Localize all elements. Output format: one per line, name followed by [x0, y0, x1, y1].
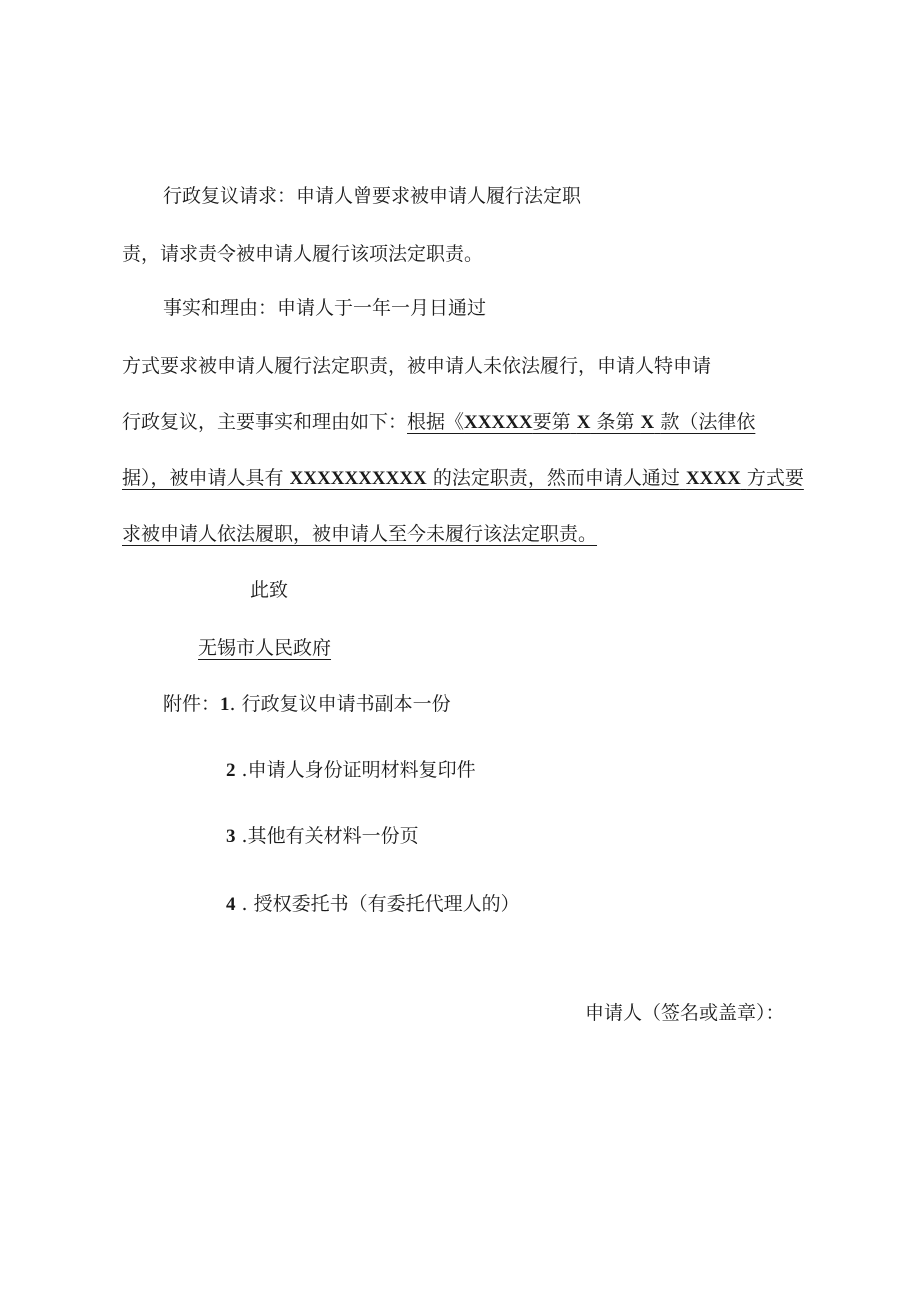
attachment-item-3 [226, 827, 419, 846]
attachment-number-3: 3 [226, 826, 236, 847]
legal-basis-text: 根据《XXXXX要第 X 条第 X 款（法律依 [407, 411, 756, 433]
attachment-item-4 [226, 895, 520, 914]
salutation: 此致 [250, 579, 289, 601]
attachment-number-4: 4 [226, 894, 236, 915]
attachment-item-2 [226, 761, 476, 780]
attachment-text-3: .其他有关材料一份页 [235, 825, 419, 847]
attachment-number-1: 1 [220, 694, 230, 715]
request-line-2: 责，请求责令被申请人履行该项法定职责。 [122, 243, 484, 265]
attachment-number-2: 2 [226, 760, 236, 781]
attachment-text-1: . 行政复议申请书副本一份 [229, 693, 451, 715]
recipient: 无锡市人民政府 [198, 637, 332, 659]
request-line-1: 行政复议请求：申请人曾要求被申请人履行法定职 [163, 185, 582, 207]
facts-line-3 [122, 413, 755, 432]
facts-line-4: 据），被申请人具有 XXXXXXXXXX 的法定职责，然而申请人通过 XXXX 方式要 [122, 467, 804, 489]
attachment-item-1 [163, 695, 451, 714]
signature-label: 申请人（签名或盖章）： [585, 1002, 785, 1024]
facts-line-1: 事实和理由：申请人于一年一月日通过 [163, 297, 487, 319]
attachment-text-4: . 授权委托书（有委托代理人的） [235, 893, 520, 915]
attachments-label: 附件： [163, 693, 221, 715]
attachment-text-2: .申请人身份证明材料复印件 [235, 759, 476, 781]
facts-line-2: 方式要求被申请人履行法定职责，被申请人未依法履行，申请人特申请 [122, 355, 712, 377]
facts-line-5: 求被申请人依法履职，被申请人至今未履行该法定职责。 [122, 523, 598, 545]
facts-line-3-plain: 行政复议，主要事实和理由如下： [122, 411, 408, 433]
